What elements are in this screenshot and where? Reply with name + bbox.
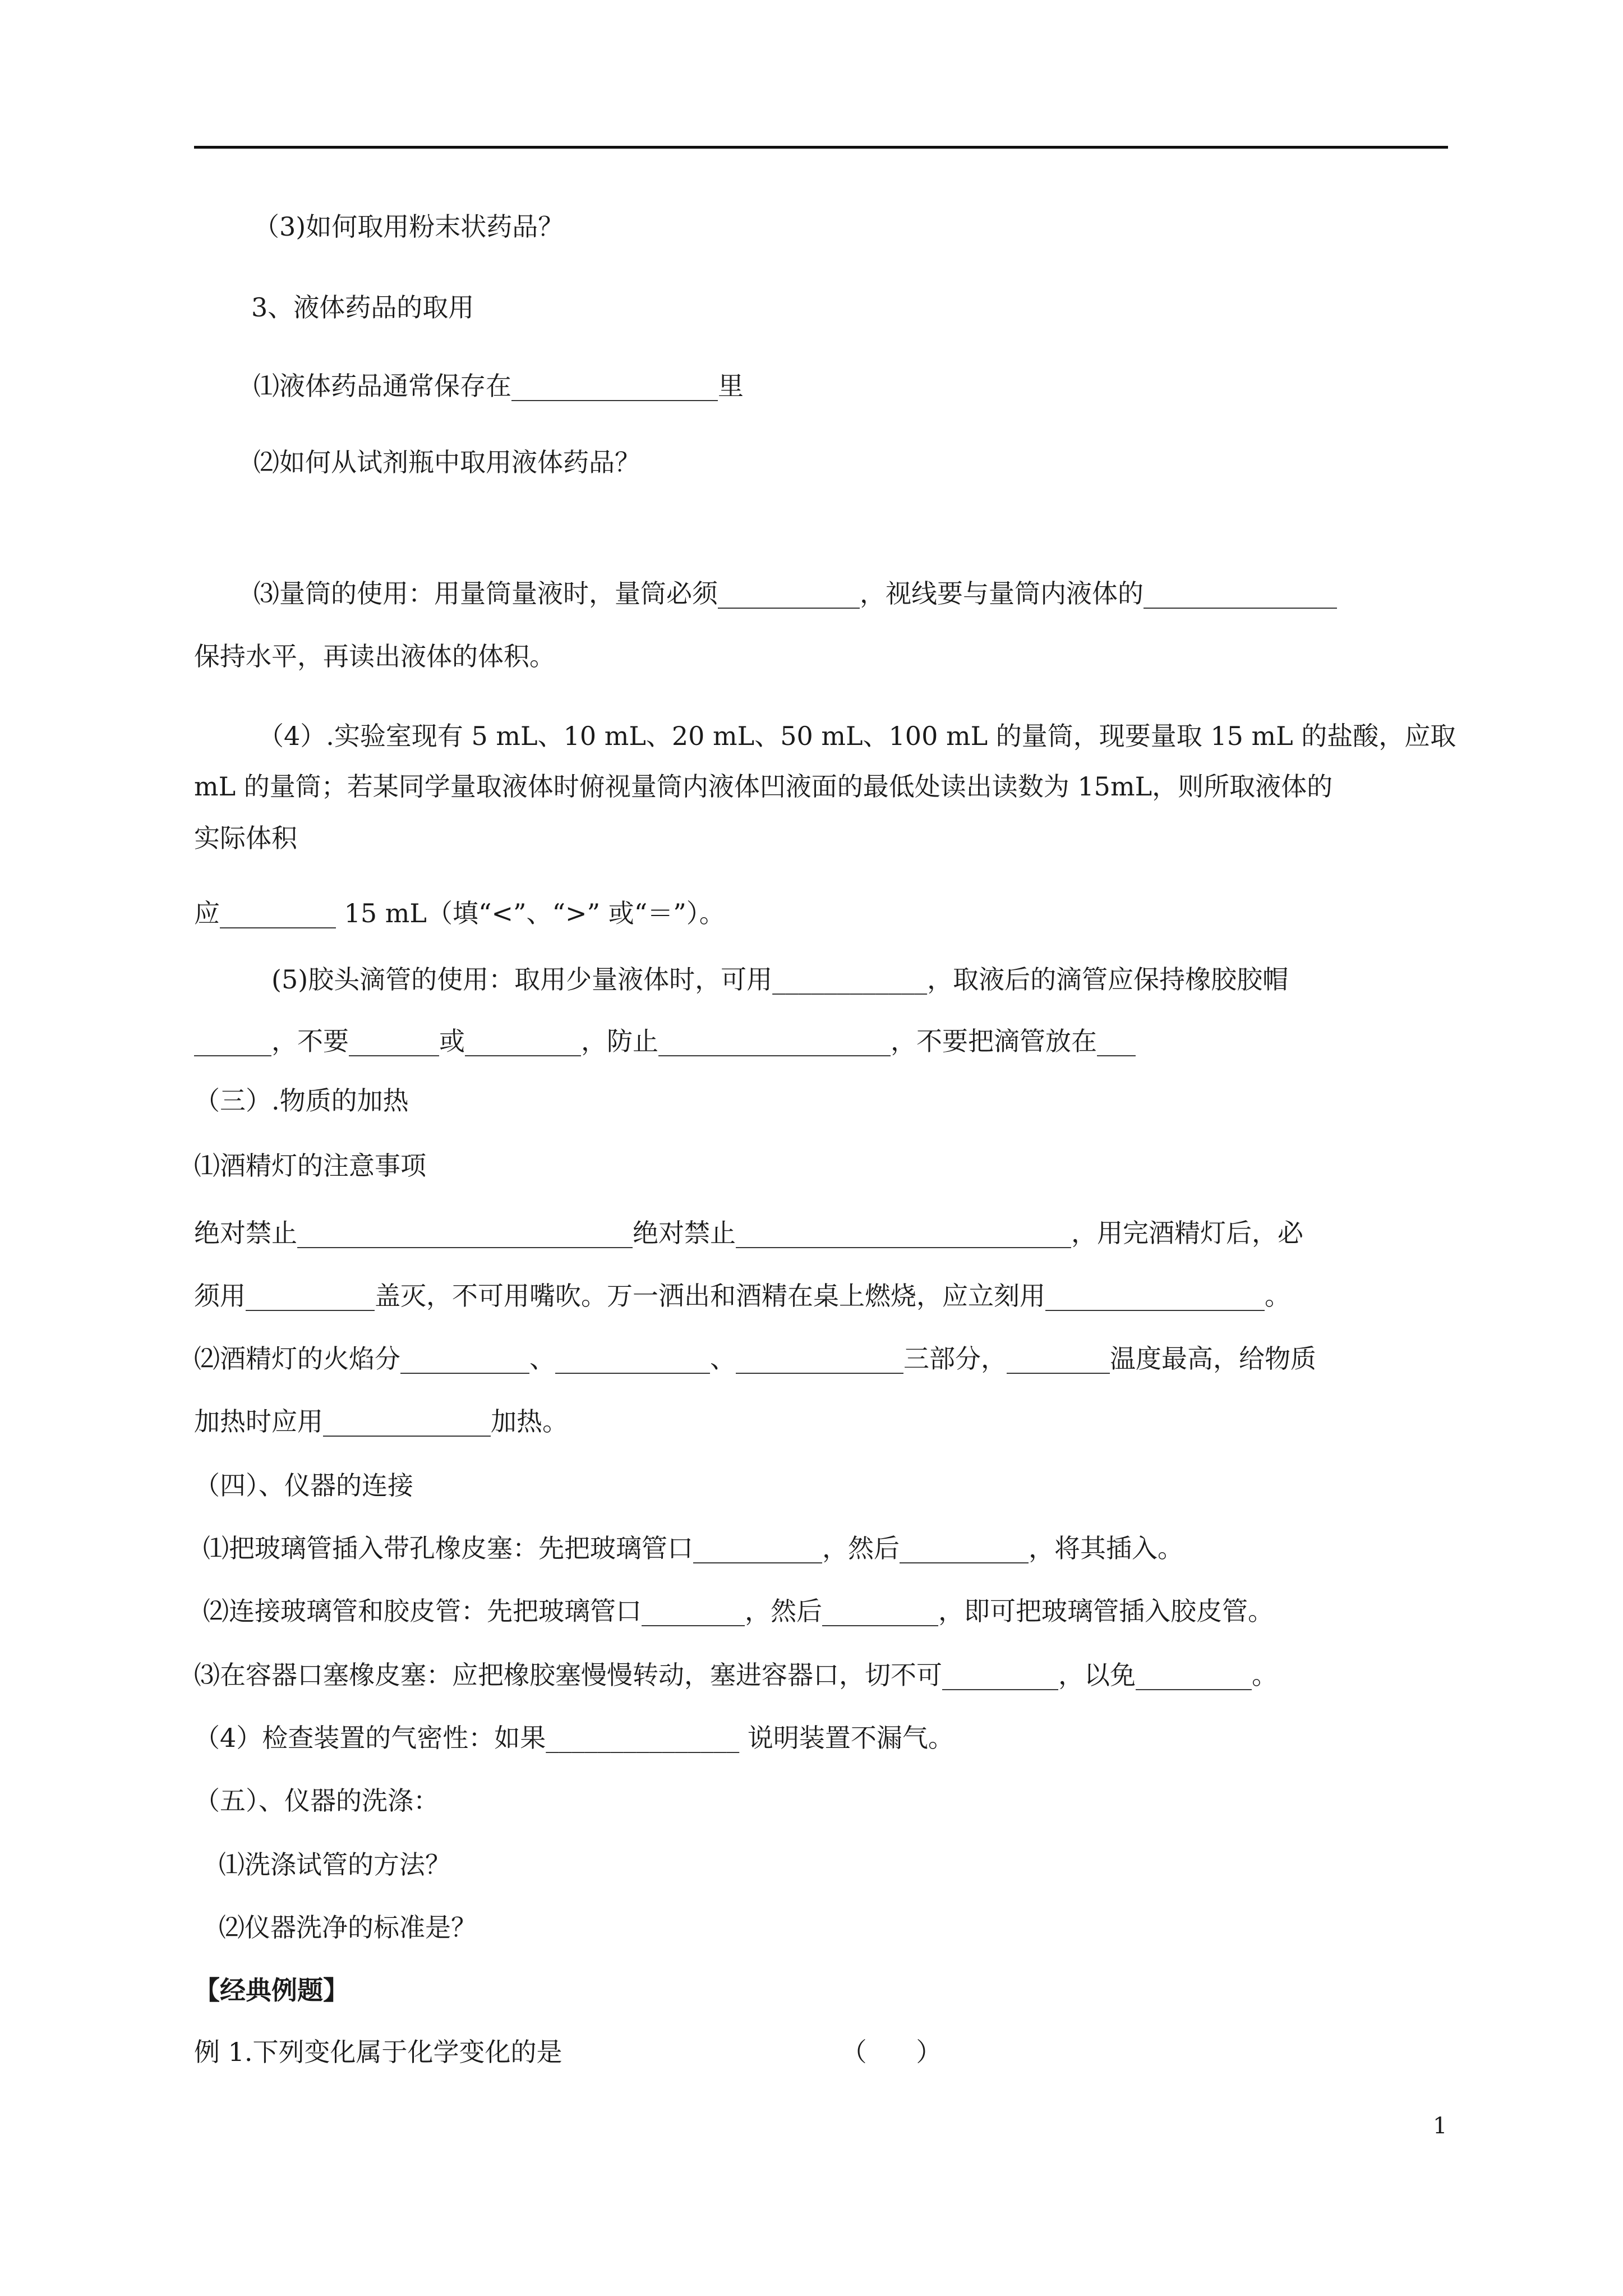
wash-method-line: ⑴洗涤试管的方法？ — [219, 1849, 451, 1880]
liquid-take-line: ⑵如何从试剂瓶中取用液体药品？ — [253, 447, 640, 477]
section-3-heading: 3、液体药品的取用 — [251, 292, 474, 323]
q4-line-3: 实际体积 — [194, 823, 297, 853]
cylinder-use-line: ⑶量筒的使用：用量筒量液时，量筒必须___________，视线要与量筒内液体的_______________ — [253, 578, 1337, 609]
airtight-line: （4）检查装置的气密性：如果_______________ 说明装置不漏气。 — [194, 1723, 954, 1753]
washing-heading: （五）、仪器的洗涤： — [194, 1786, 439, 1816]
dropper-line-1: (5)胶头滴管的使用：取用少量液体时，可用____________，取液后的滴管应保持橡胶胶帽 — [271, 964, 1289, 995]
liquid-storage-line: ⑴液体药品通常保存在________________里 — [253, 371, 744, 401]
classic-examples-heading: 【经典例题】 — [194, 1975, 349, 2005]
dropper-line-2: ______，不要_______或_________，防止__________________，不要把滴管放在___ — [194, 1026, 1136, 1056]
heating-heading: （三）.物质的加热 — [194, 1085, 409, 1116]
flame-line-2: 加热时应用_____________加热。 — [194, 1406, 568, 1437]
example-1-line: 例 1.下列变化属于化学变化的是 （ ） — [194, 2037, 942, 2067]
q4-line-2: mL 的量筒；若某同学量取液体时俯视量筒内液体凹液面的最低处读出读数为 15mL，则所取液体的 — [194, 771, 1333, 802]
connection-heading: （四）、仪器的连接 — [194, 1470, 413, 1501]
q4-line-4: 应_________ 15 mL（填“<”、“>” 或“＝”）。 — [194, 898, 725, 928]
connect-line-3: ⑶在容器口塞橡皮塞：应把橡胶塞慢慢转动，塞进容器口，切不可_________，以免_________。 — [194, 1660, 1278, 1690]
connect-line-2: ⑵连接玻璃管和胶皮管：先把玻璃管口________，然后_________，即可把玻璃管插入胶皮管。 — [203, 1596, 1274, 1626]
lamp-prohibit-line: 绝对禁止__________________________绝对禁止__________________________，用完酒精灯后，必 — [194, 1218, 1303, 1248]
wash-standard-line: ⑵仪器洗净的标准是？ — [219, 1912, 477, 1943]
page-number: 1 — [1433, 2113, 1447, 2139]
flame-line-1: ⑵酒精灯的火焰分__________、____________、_____________三部分，________温度最高，给物质 — [194, 1343, 1316, 1374]
q4-line-1: （4）.实验室现有 5 mL、10 mL、20 mL、50 mL、100 mL 的量筒，现要量取 15 mL 的盐酸，应取 — [258, 721, 1456, 751]
q3-powder-line: （3)如何取用粉末状药品？ — [253, 211, 564, 242]
lamp-extinguish-line: 须用__________盖灭，不可用嘴吹。万一洒出和酒精在桌上燃烧，应立刻用_________________。 — [194, 1281, 1290, 1311]
lamp-notes-line: ⑴酒精灯的注意事项 — [194, 1151, 426, 1181]
connect-line-1: ⑴把玻璃管插入带孔橡皮塞：先把玻璃管口__________，然后__________，将其插入。 — [203, 1533, 1183, 1563]
header-rule — [194, 146, 1448, 149]
cylinder-use-cont: 保持水平，再读出液体的体积。 — [194, 641, 555, 671]
